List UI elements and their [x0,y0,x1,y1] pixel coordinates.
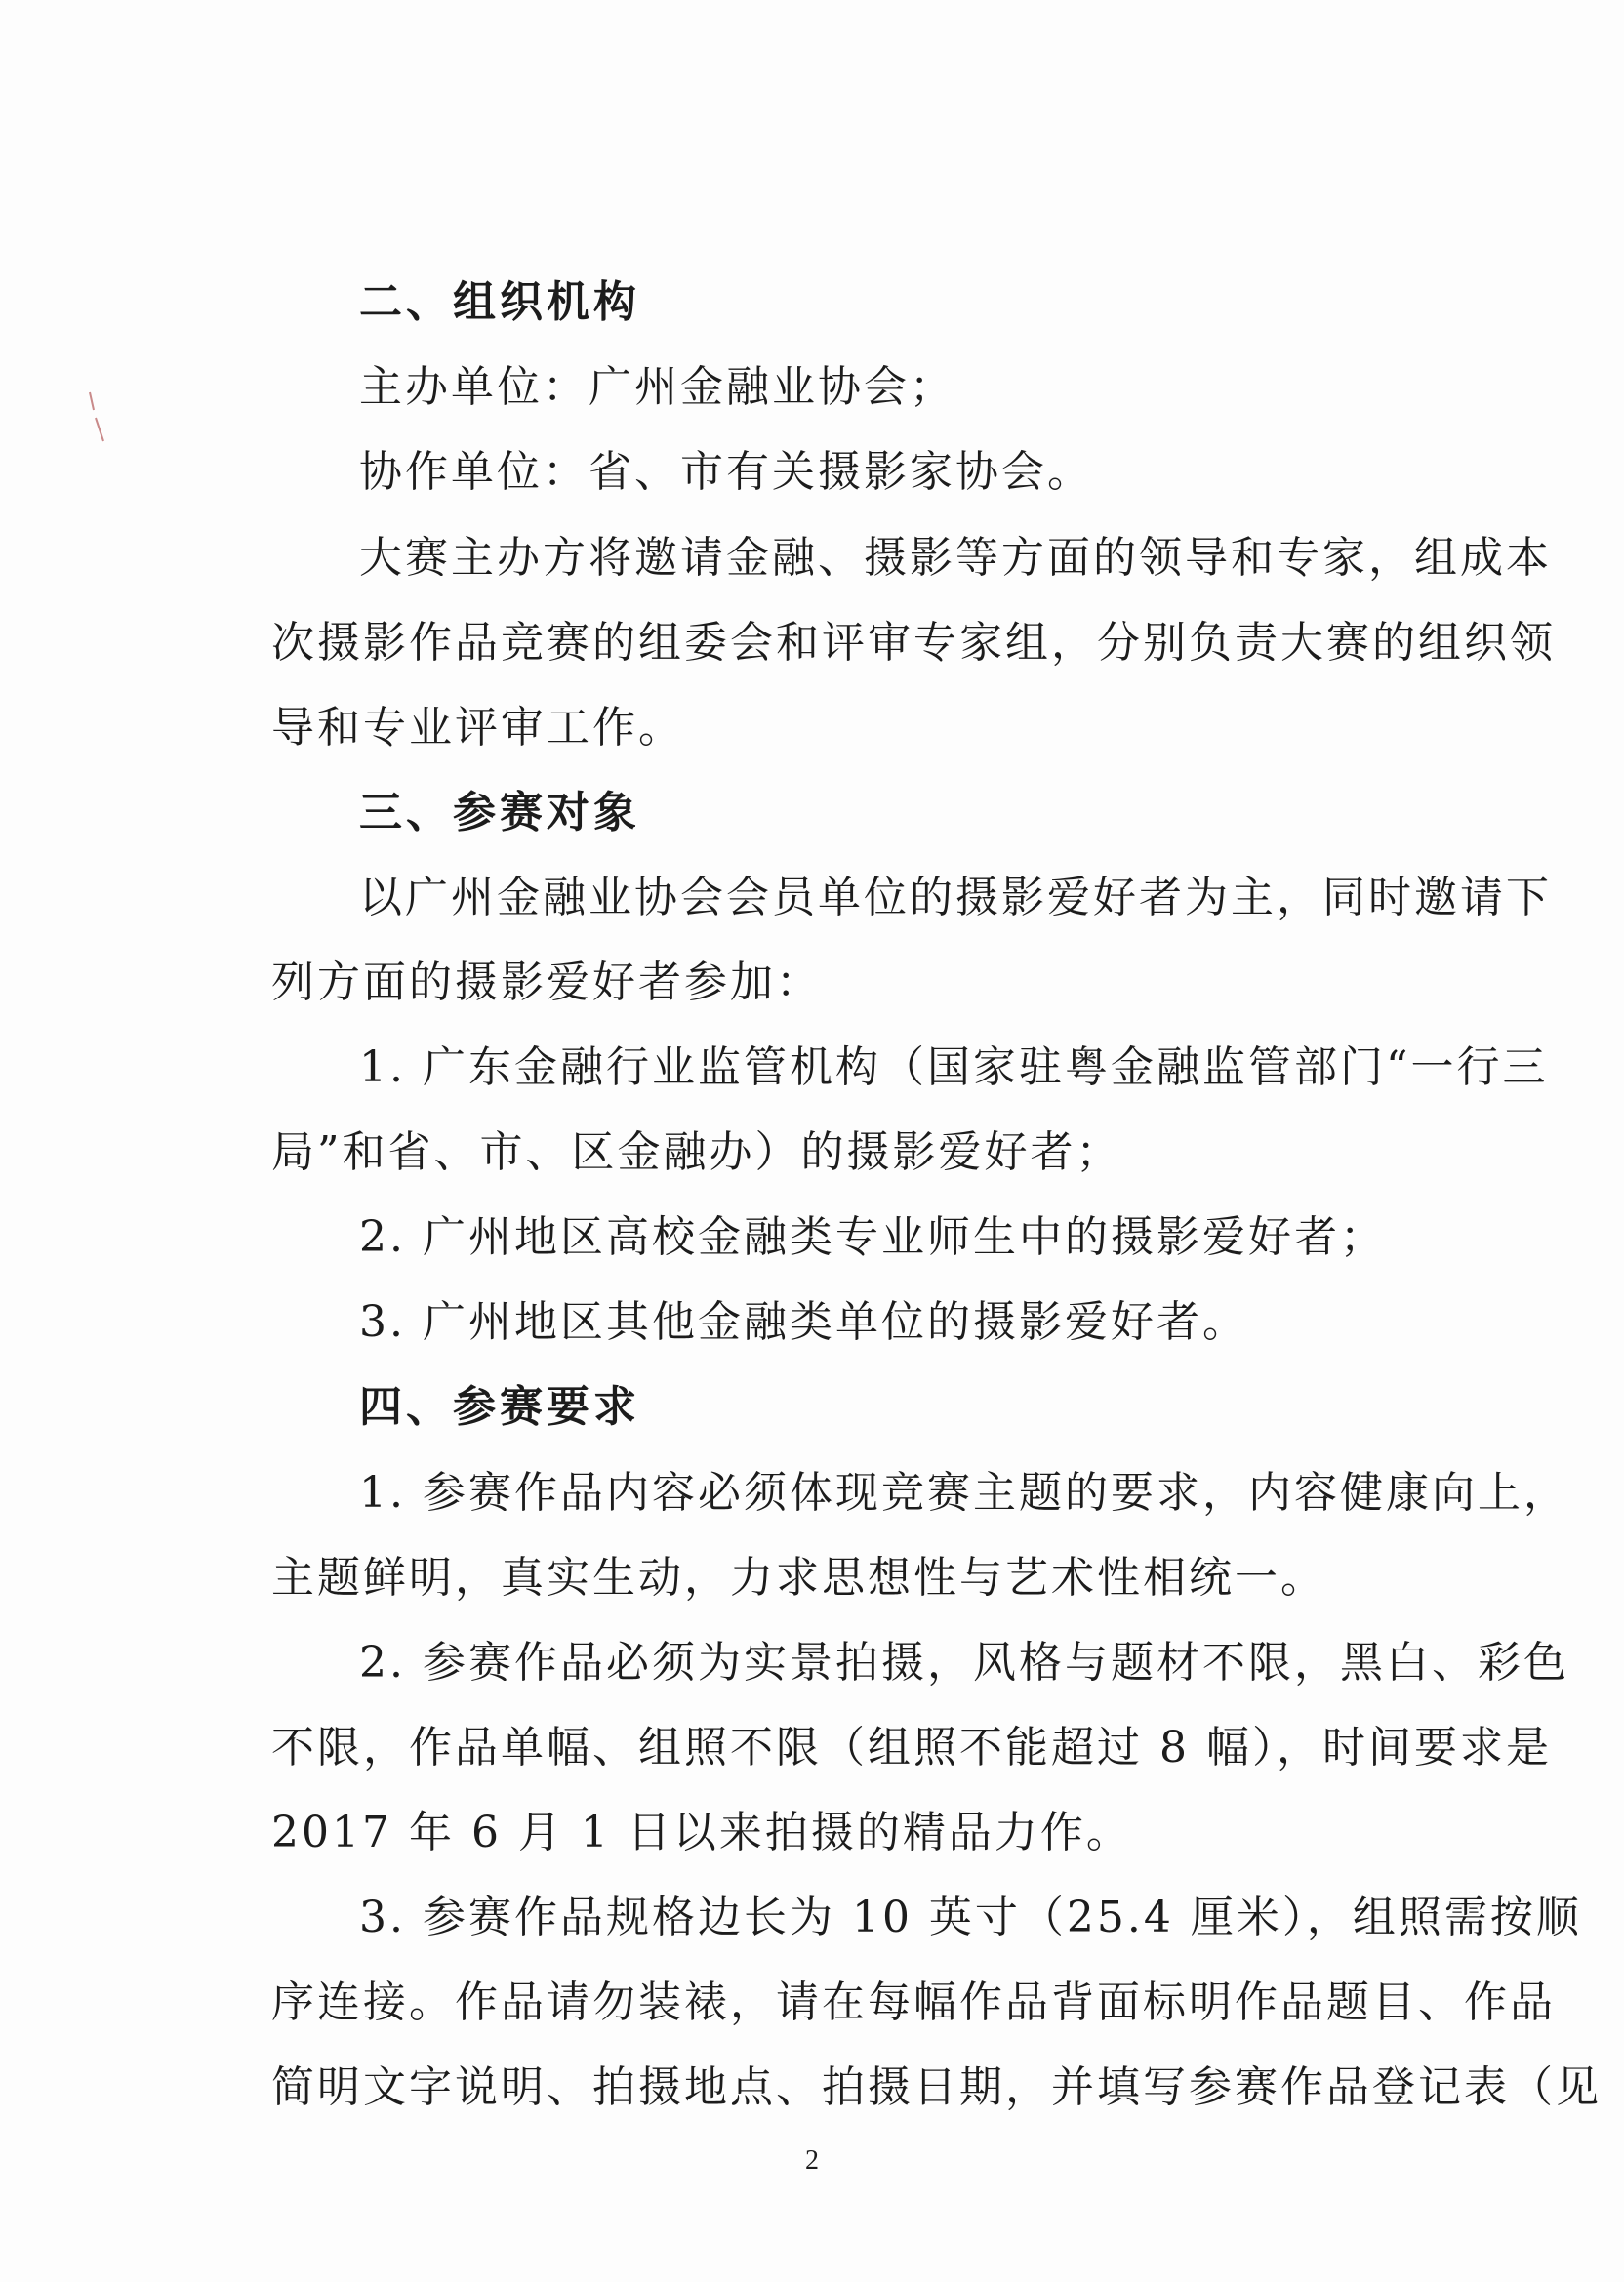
text-line: 以广州金融业协会会员单位的摄影爱好者为主，同时邀请下 [359,873,1552,922]
section-heading-organization: 二、组织机构 [359,277,640,327]
text-line: 2017 年 6 月 1 日以来拍摄的精品力作。 [271,1808,1132,1857]
list-item: 2. 参赛作品必须为实景拍摄，风格与题材不限，黑白、彩色 [359,1638,1569,1688]
list-item: 3. 参赛作品规格边长为 10 英寸（25.4 厘米），组照需按顺 [359,1893,1582,1942]
text-line: 不限，作品单幅、组照不限（组照不能超过 8 幅），时间要求是 [271,1723,1552,1773]
text-line: 局”和省、市、区金融办）的摄影爱好者； [271,1127,1122,1177]
text-line: 序连接。作品请勿装裱，请在每幅作品背面标明作品题目、作品 [271,1977,1556,2027]
text-line: 列方面的摄影爱好者参加： [271,958,822,1007]
list-item: 1. 参赛作品内容必须体现竞赛主题的要求，内容健康向上， [359,1468,1569,1518]
section-heading-requirements: 四、参赛要求 [359,1382,640,1432]
list-item: 2. 广州地区高校金融类专业师生中的摄影爱好者； [359,1212,1386,1262]
text-line: 协作单位：省、市有关摄影家协会。 [359,447,1093,497]
page-number: 2 [805,2145,819,2176]
margin-pen-mark-icon [86,388,109,447]
list-item: 1. 广东金融行业监管机构（国家驻粤金融监管部门“一行三 [359,1042,1549,1092]
text-line: 大赛主办方将邀请金融、摄影等方面的领导和专家，组成本 [359,533,1552,583]
section-heading-participants: 三、参赛对象 [359,788,640,837]
text-line: 主题鲜明，真实生动，力求思想性与艺术性相统一。 [271,1553,1326,1603]
text-line: 简明文字说明、拍摄地点、拍摄日期，并填写参赛作品登记表（见 [271,2062,1602,2112]
text-line: 次摄影作品竞赛的组委会和评审专家组，分别负责大赛的组织领 [271,618,1556,668]
text-line: 导和专业评审工作。 [271,703,684,753]
text-line: 主办单位：广州金融业协会； [359,362,955,412]
list-item: 3. 广州地区其他金融类单位的摄影爱好者。 [359,1297,1248,1347]
